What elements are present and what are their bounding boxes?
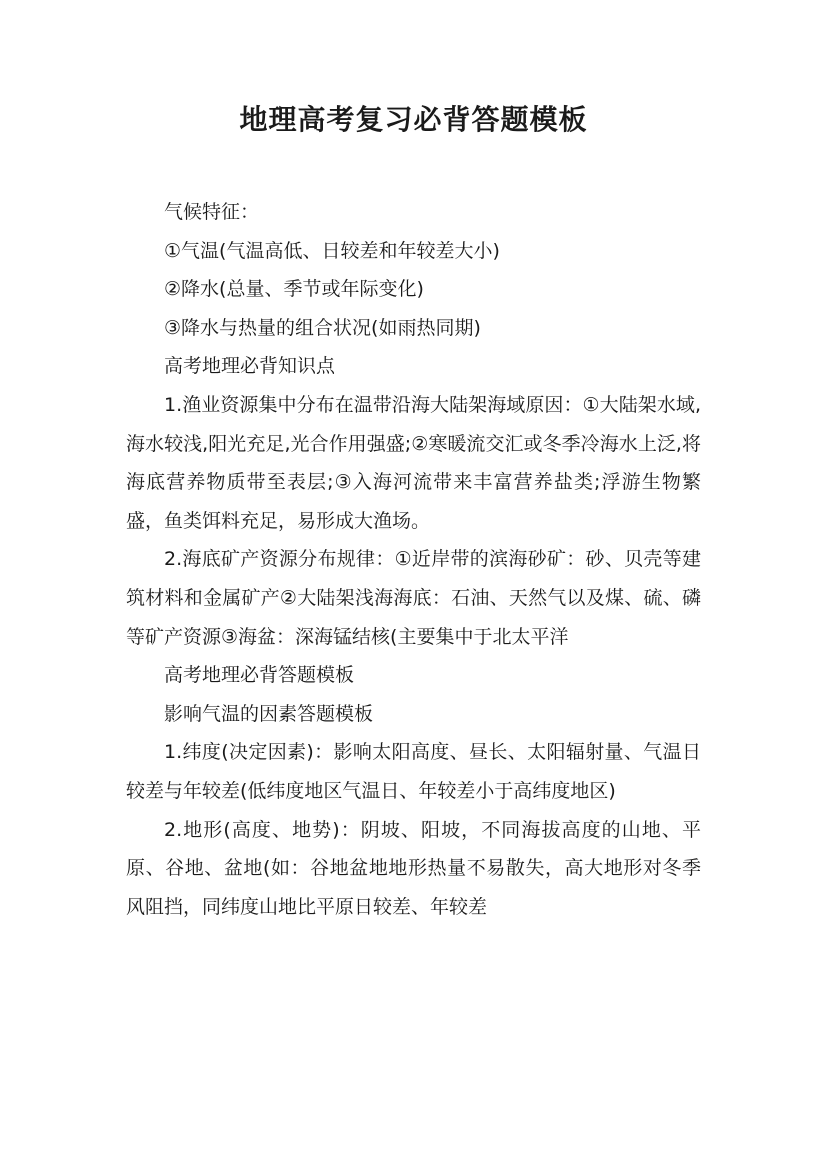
- document-title: 地理高考复习必背答题模板: [239, 103, 588, 136]
- paragraph-seabed-minerals: 2.海底矿产资源分布规律：①近岸带的滨海砂矿：砂、贝壳等建筑材料和金属矿产②大陆架浅海海底：石油、天然气以及煤、硫、磷等矿产资源③海盆：深海锰结核(主要集中于北太平洋: [126, 548, 701, 648]
- document-body: [126, 193, 701, 926]
- paragraph-rain-heat: ③降水与热量的组合状况(如雨热同期): [164, 316, 481, 339]
- paragraph-latitude: 1.纬度(决定因素)：影响太阳高度、昼长、太阳辐射量、气温日较差与年较差(低纬度地区气温日、年较差小于高纬度地区): [126, 741, 701, 802]
- paragraph-terrain: 2.地形(高度、地势)：阴坡、阳坡，不同海拔高度的山地、平原、谷地、盆地(如：谷地盆地地形热量不易散失，高大地形对冬季风阻挡，同纬度山地比平原日较差、年较差: [126, 818, 701, 918]
- paragraph-climate-heading: 气候特征：: [164, 201, 260, 223]
- paragraph-temperature: ①气温(气温高低、日较差和年较差大小): [164, 239, 500, 262]
- section-heading-temperature-factors: 影响气温的因素答题模板: [164, 702, 374, 725]
- paragraph-precipitation: ②降水(总量、季节或年际变化): [164, 278, 424, 301]
- section-heading-knowledge: 高考地理必背知识点: [164, 355, 336, 378]
- paragraph-fishery: 1.渔业资源集中分布在温带沿海大陆架海域原因：①大陆架水域,海水较浅,阳光充足,光合作用强盛;②寒暖流交汇或冬季冷海水上泛,将海底营养物质带至表层;③入海河流带来丰富营养盐类;浮游生物繁盛，鱼类饵料充足，易形成大渔场。: [126, 393, 701, 532]
- section-heading-templates: 高考地理必背答题模板: [164, 664, 355, 687]
